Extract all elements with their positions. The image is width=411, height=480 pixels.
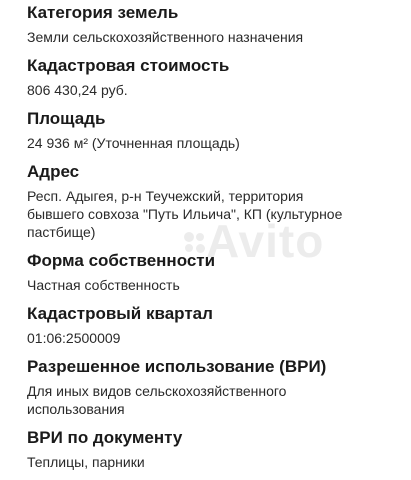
field-value: 01:06:2500009 [27, 330, 121, 346]
field-permitted-use [27, 357, 397, 418]
field-ownership-form [27, 251, 397, 294]
field-cadastral-value [27, 56, 397, 99]
address-line: пастбище) [27, 224, 96, 240]
field-value [27, 187, 397, 241]
field-value [27, 382, 397, 418]
field-label: Площадь [27, 109, 106, 128]
permitted-use-line: Для иных видов сельскохозяйственного [27, 383, 287, 399]
field-label: Категория земель [27, 3, 179, 22]
field-cadastral-quarter [27, 304, 397, 347]
field-label: Адрес [27, 162, 80, 181]
field-value: Теплицы, парники [27, 454, 145, 470]
address-line: бывшего совхоза "Путь Ильича", КП (культурное [27, 206, 343, 222]
permitted-use-line: использования [27, 401, 125, 417]
field-label: ВРИ по документу [27, 428, 183, 447]
field-label: Кадастровая стоимость [27, 56, 230, 75]
address-line: Респ. Адыгея, р-н Теучежский, территория [27, 188, 304, 204]
field-label: Форма собственности [27, 251, 216, 270]
field-value: 24 936 м² (Уточненная площадь) [27, 135, 240, 151]
field-address [27, 162, 397, 241]
field-document-use [27, 428, 397, 471]
field-label: Разрешенное использование (ВРИ) [27, 357, 327, 376]
field-area [27, 109, 397, 152]
field-value: 806 430,24 руб. [27, 82, 128, 98]
field-land-category [27, 3, 397, 46]
avito-watermark-text: Avito [206, 215, 325, 267]
field-label: Кадастровый квартал [27, 304, 213, 323]
field-value: Земли сельскохозяйственного назначения [27, 29, 304, 45]
field-value: Частная собственность [27, 277, 180, 293]
